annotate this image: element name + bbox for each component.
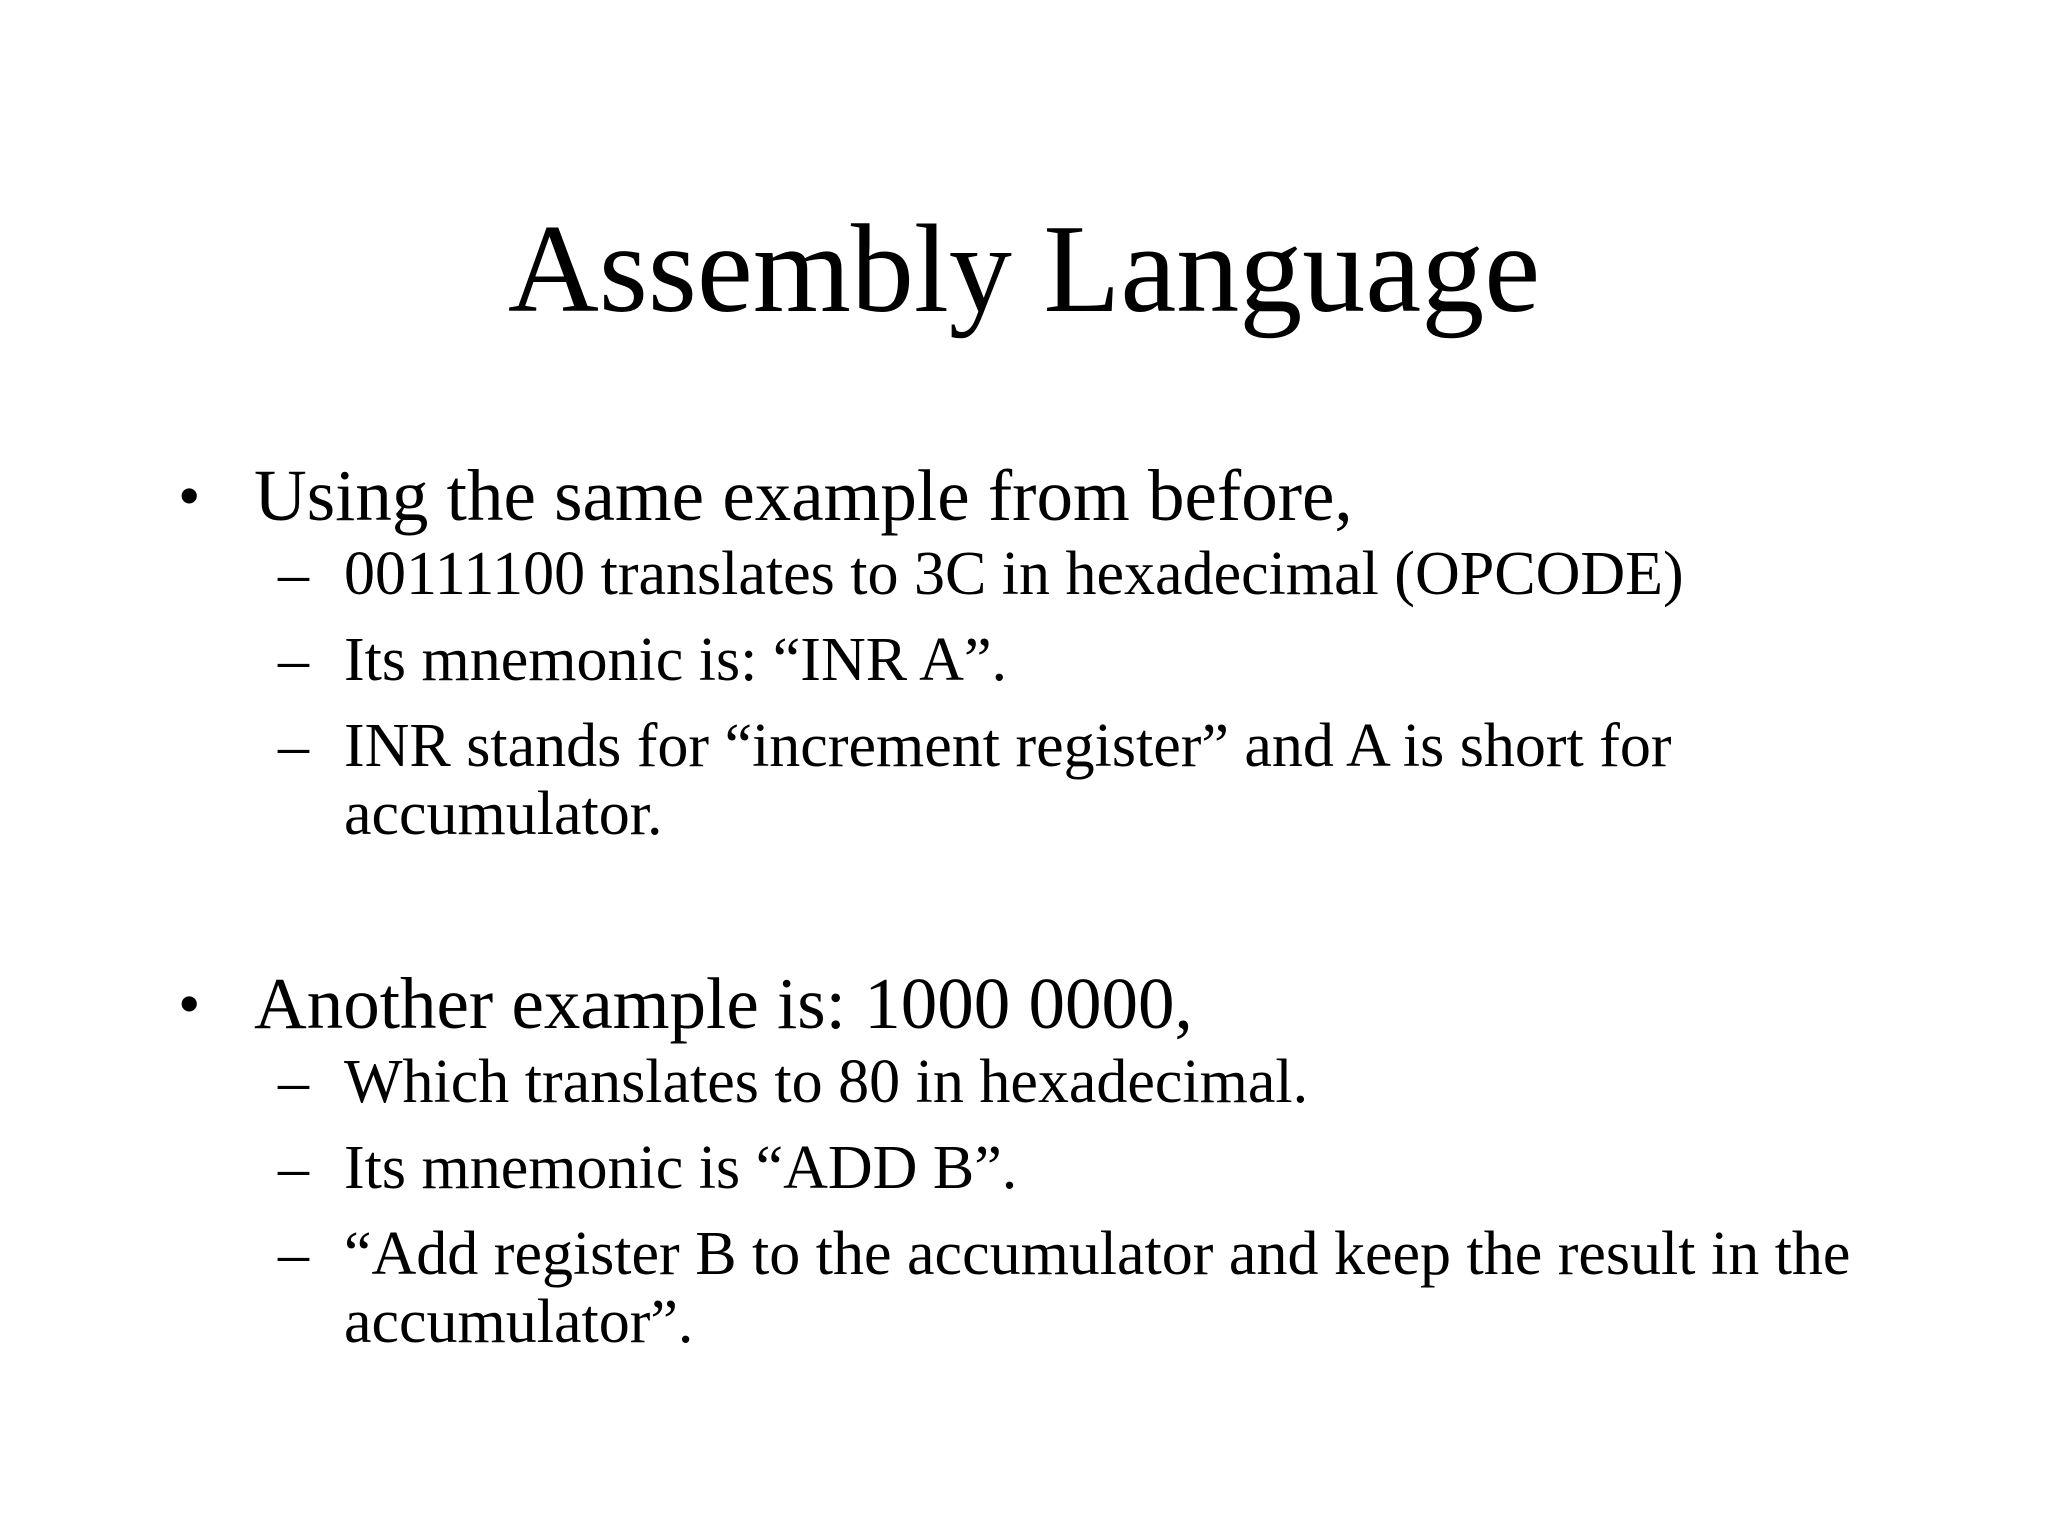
bullet-group-2: [0, 960, 2048, 1356]
sub-bullet-text: Its mnemonic is: “INR A”.: [344, 626, 1007, 694]
sub-bullet-item: [0, 540, 1904, 608]
sub-bullet-marker: –: [278, 712, 309, 780]
bullet-text: Using the same example from before,: [254, 455, 1353, 536]
sub-bullet-item: [0, 712, 1904, 848]
sub-bullet-marker: –: [278, 1134, 309, 1202]
sub-bullet-text: 00111100 translates to 3C in hexadecimal (OPCODE): [344, 540, 1684, 608]
slide-title: Assembly Language: [507, 200, 1541, 339]
bullet-item: [0, 960, 2048, 1048]
bullet-marker: •: [178, 460, 201, 531]
sub-bullet-text: Which translates to 80 in hexadecimal.: [344, 1048, 1309, 1116]
sub-bullet-text: Its mnemonic is “ADD B”.: [344, 1134, 1018, 1202]
sub-bullet-marker: –: [278, 540, 309, 608]
sub-bullet-marker: –: [278, 1220, 309, 1288]
bullet-group-1: [0, 452, 2048, 848]
sub-bullet-item: [0, 1134, 1904, 1202]
sub-bullet-item: [0, 1048, 1904, 1116]
bullet-text: Another example is: 1000 0000,: [254, 963, 1193, 1044]
sub-bullet-text: “Add register B to the accumulator and keep the result in the accumulator”.: [344, 1220, 1851, 1356]
bullet-item: [0, 452, 2048, 540]
sub-bullet-marker: –: [278, 1048, 309, 1116]
sub-bullet-text: INR stands for “increment register” and A is short for accumulator.: [344, 712, 1672, 848]
sub-bullet-marker: –: [278, 626, 309, 694]
sub-bullet-item: [0, 1220, 1904, 1356]
sub-bullet-item: [0, 626, 1904, 694]
bullet-marker: •: [178, 968, 201, 1039]
